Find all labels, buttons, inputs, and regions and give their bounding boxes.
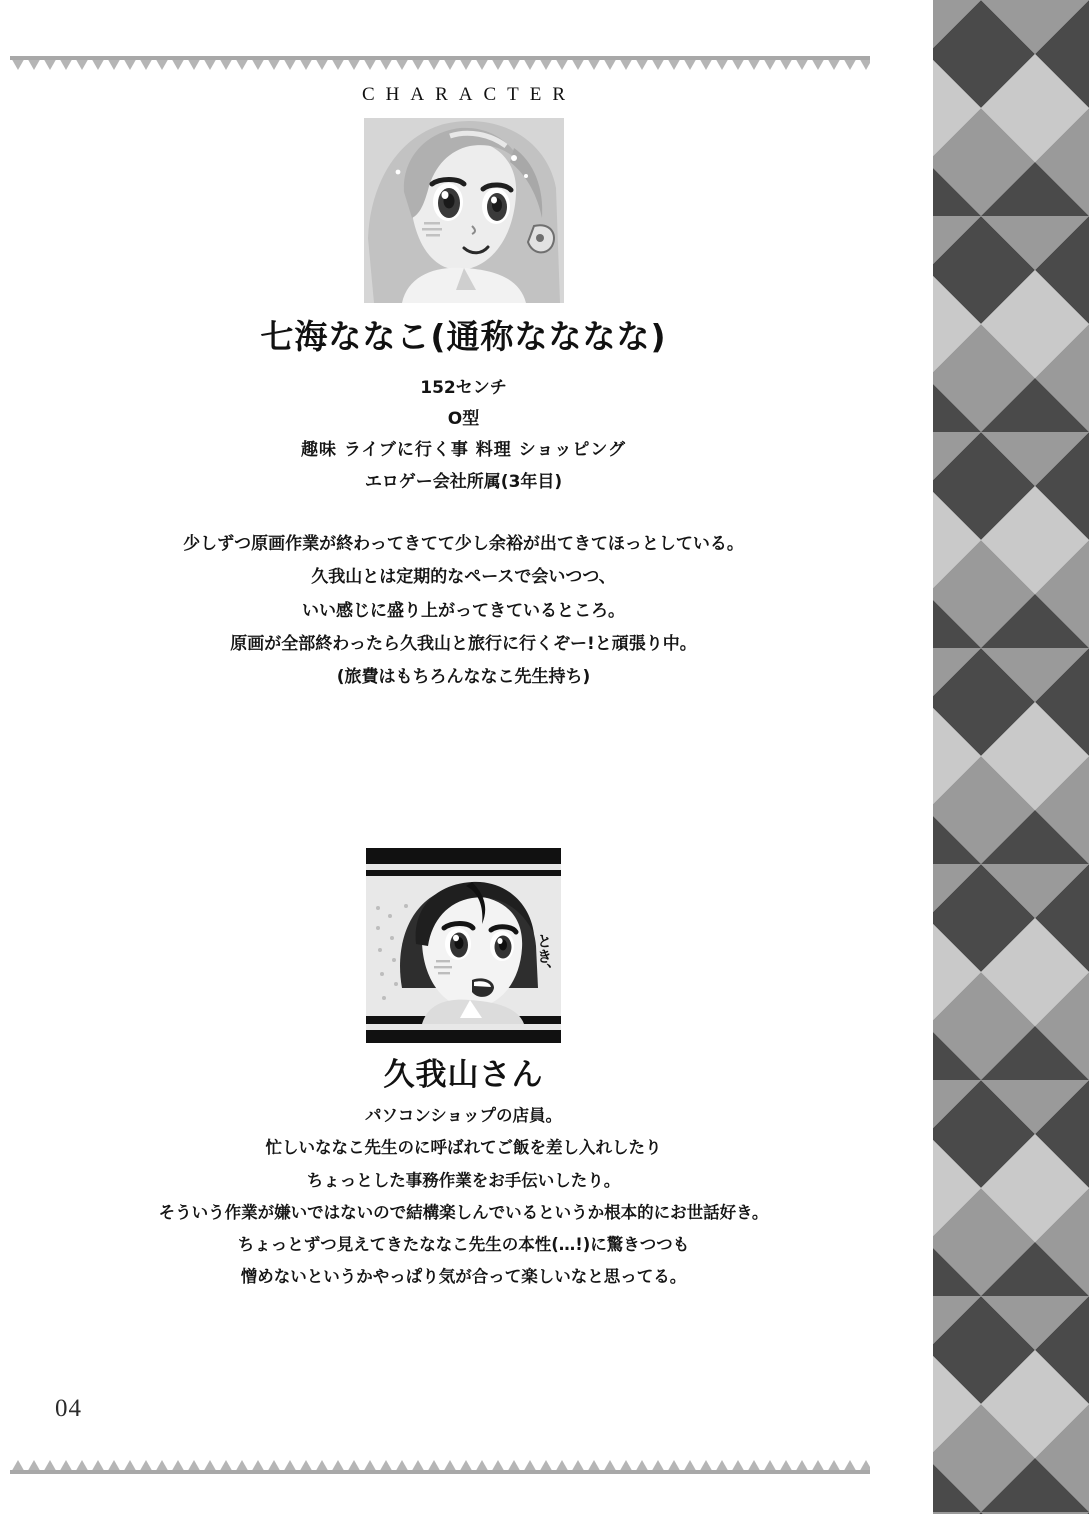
description-line: パソコンショップの店員。: [365, 1106, 562, 1126]
description-line: 憎めないというかやっぱり気が合って楽しいなと思ってる。: [240, 1267, 687, 1287]
page-title: CHARACTER: [361, 84, 577, 105]
character-description-1: [0, 528, 927, 694]
description-line: ちょっとずつ見えてきたななこ先生の本性(…!)に驚きつつも: [237, 1234, 690, 1254]
description-line: 忙しいななこ先生のに呼ばれてご飯を差し入れしたり: [265, 1138, 662, 1158]
description-line: そういう作業が嫌いではないので結構楽しんでいるというか根本的にお世話好き。: [158, 1202, 769, 1222]
character-name-1: 七海ななこ(通称なななな): [260, 317, 667, 356]
character-name-2: 久我山さん: [383, 1057, 544, 1093]
description-line: ちょっとした事務作業をお手伝いしたり。: [306, 1170, 621, 1190]
description-line: 原画が全部終わったら久我山と旅行に行くぞー!と頑張り中。: [230, 633, 697, 654]
portrait-caption: とき、: [535, 933, 553, 979]
stat-line: エロゲー会社所属(3年目): [364, 471, 563, 492]
girl-portrait-illustration: [364, 118, 564, 303]
argyle-pattern-band: [927, 0, 1089, 1514]
stat-line: 趣味 ライブに行く事 料理 ショッピング: [300, 440, 627, 461]
stat-line: 152センチ: [420, 377, 507, 398]
description-line: 久我山とは定期的なペースで会いつつ、: [311, 567, 616, 588]
character-stats-1: [0, 373, 927, 499]
character-description-2: [0, 1100, 927, 1293]
character-block-1: [0, 118, 927, 694]
boy-portrait-illustration: [366, 848, 561, 1043]
description-line: 少しずつ原画作業が終わってきてて少し余裕が出てきてほっとしている。: [183, 534, 744, 555]
page-number: 04: [55, 1395, 82, 1422]
character-block-2: [0, 848, 927, 1293]
description-line: (旅費はもちろんななこ先生持ち): [336, 666, 591, 687]
description-line: いい感じに盛り上がってきているところ。: [302, 600, 625, 621]
stat-line: O型: [447, 409, 480, 430]
